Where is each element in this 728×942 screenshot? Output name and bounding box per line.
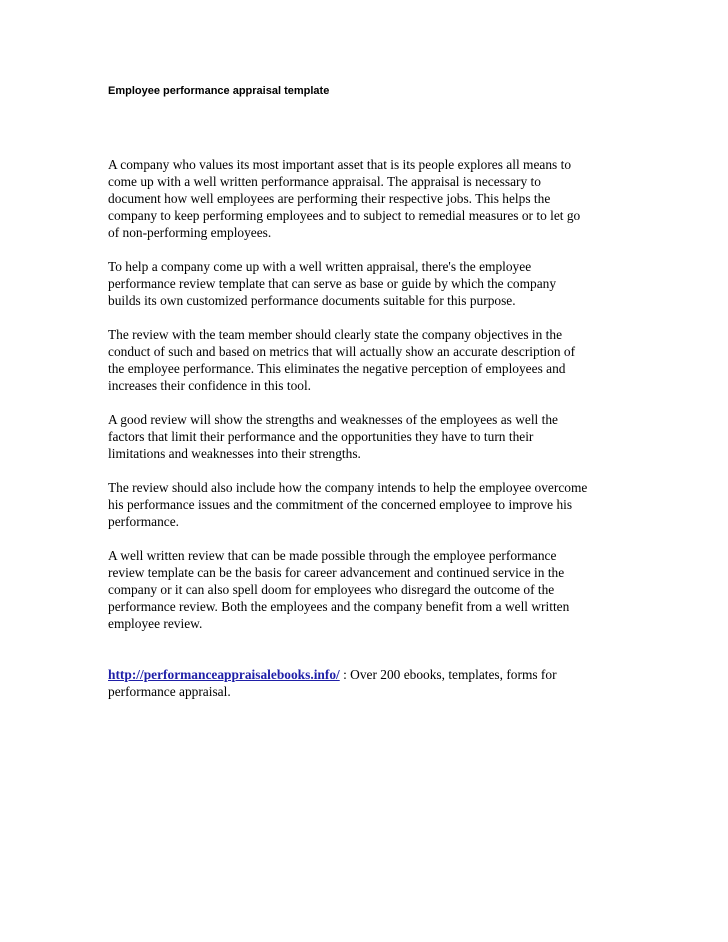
paragraph-line: A good review will show the strengths and weaknesses of the employees as well the <box>108 412 558 427</box>
ebooks-link[interactable]: http://performanceappraisalebooks.info/ <box>108 667 340 682</box>
paragraph-line: performance. <box>108 514 180 529</box>
paragraph-line: builds its own customized performance documents suitable for this purpose. <box>108 293 516 308</box>
paragraph-4 <box>108 411 628 462</box>
paragraph-line: limitations and weaknesses into their strengths. <box>108 446 361 461</box>
paragraph-line: To help a company come up with a well written appraisal, there's the employee <box>108 259 532 274</box>
paragraph-line: The review with the team member should clearly state the company objectives in the <box>108 327 563 342</box>
paragraph-line: review template can be the basis for career advancement and continued service in the <box>108 565 565 580</box>
paragraph-line: his performance issues and the commitment of the concerned employee to improve his <box>108 497 573 512</box>
footer-line <box>108 666 628 683</box>
paragraph-2 <box>108 258 628 309</box>
paragraph-line: the employee performance. This eliminates the negative perception of employees and <box>108 361 566 376</box>
paragraph-line: company to keep performing employees and to subject to remedial measures or to let go <box>108 208 581 223</box>
footer-paragraph <box>108 666 628 700</box>
paragraph-line: company or it can also spell doom for employees who disregard the outcome of the <box>108 582 555 597</box>
paragraph-line: conduct of such and based on metrics that will actually show an accurate description of <box>108 344 576 359</box>
paragraph-line: come up with a well written performance appraisal. The appraisal is necessary to <box>108 174 541 189</box>
paragraph-6 <box>108 547 628 632</box>
paragraph-line: performance review template that can serve as base or guide by which the company <box>108 276 557 291</box>
paragraph-line: of non-performing employees. <box>108 225 272 240</box>
footer-link-description: : Over 200 ebooks, templates, forms for <box>339 667 557 682</box>
paragraph-line: employee review. <box>108 616 203 631</box>
paragraph-line: The review should also include how the company intends to help the employee overcome <box>108 480 588 495</box>
paragraph-line: document how well employees are performing their respective jobs. This helps the <box>108 191 551 206</box>
paragraph-line: increases their confidence in this tool. <box>108 378 312 393</box>
document-title: Employee performance appraisal template <box>108 85 330 97</box>
paragraph-line: A well written review that can be made possible through the employee performance <box>108 548 557 563</box>
footer-second-line: performance appraisal. <box>108 684 231 699</box>
document-body <box>108 156 628 717</box>
paragraph-1 <box>108 156 628 241</box>
paragraph-3 <box>108 326 628 394</box>
paragraph-5 <box>108 479 628 530</box>
paragraph-line: A company who values its most important asset that is its people explores all means to <box>108 157 572 172</box>
paragraph-line: factors that limit their performance and the opportunities they have to turn their <box>108 429 534 444</box>
paragraph-line: performance review. Both the employees and the company benefit from a well written <box>108 599 570 614</box>
